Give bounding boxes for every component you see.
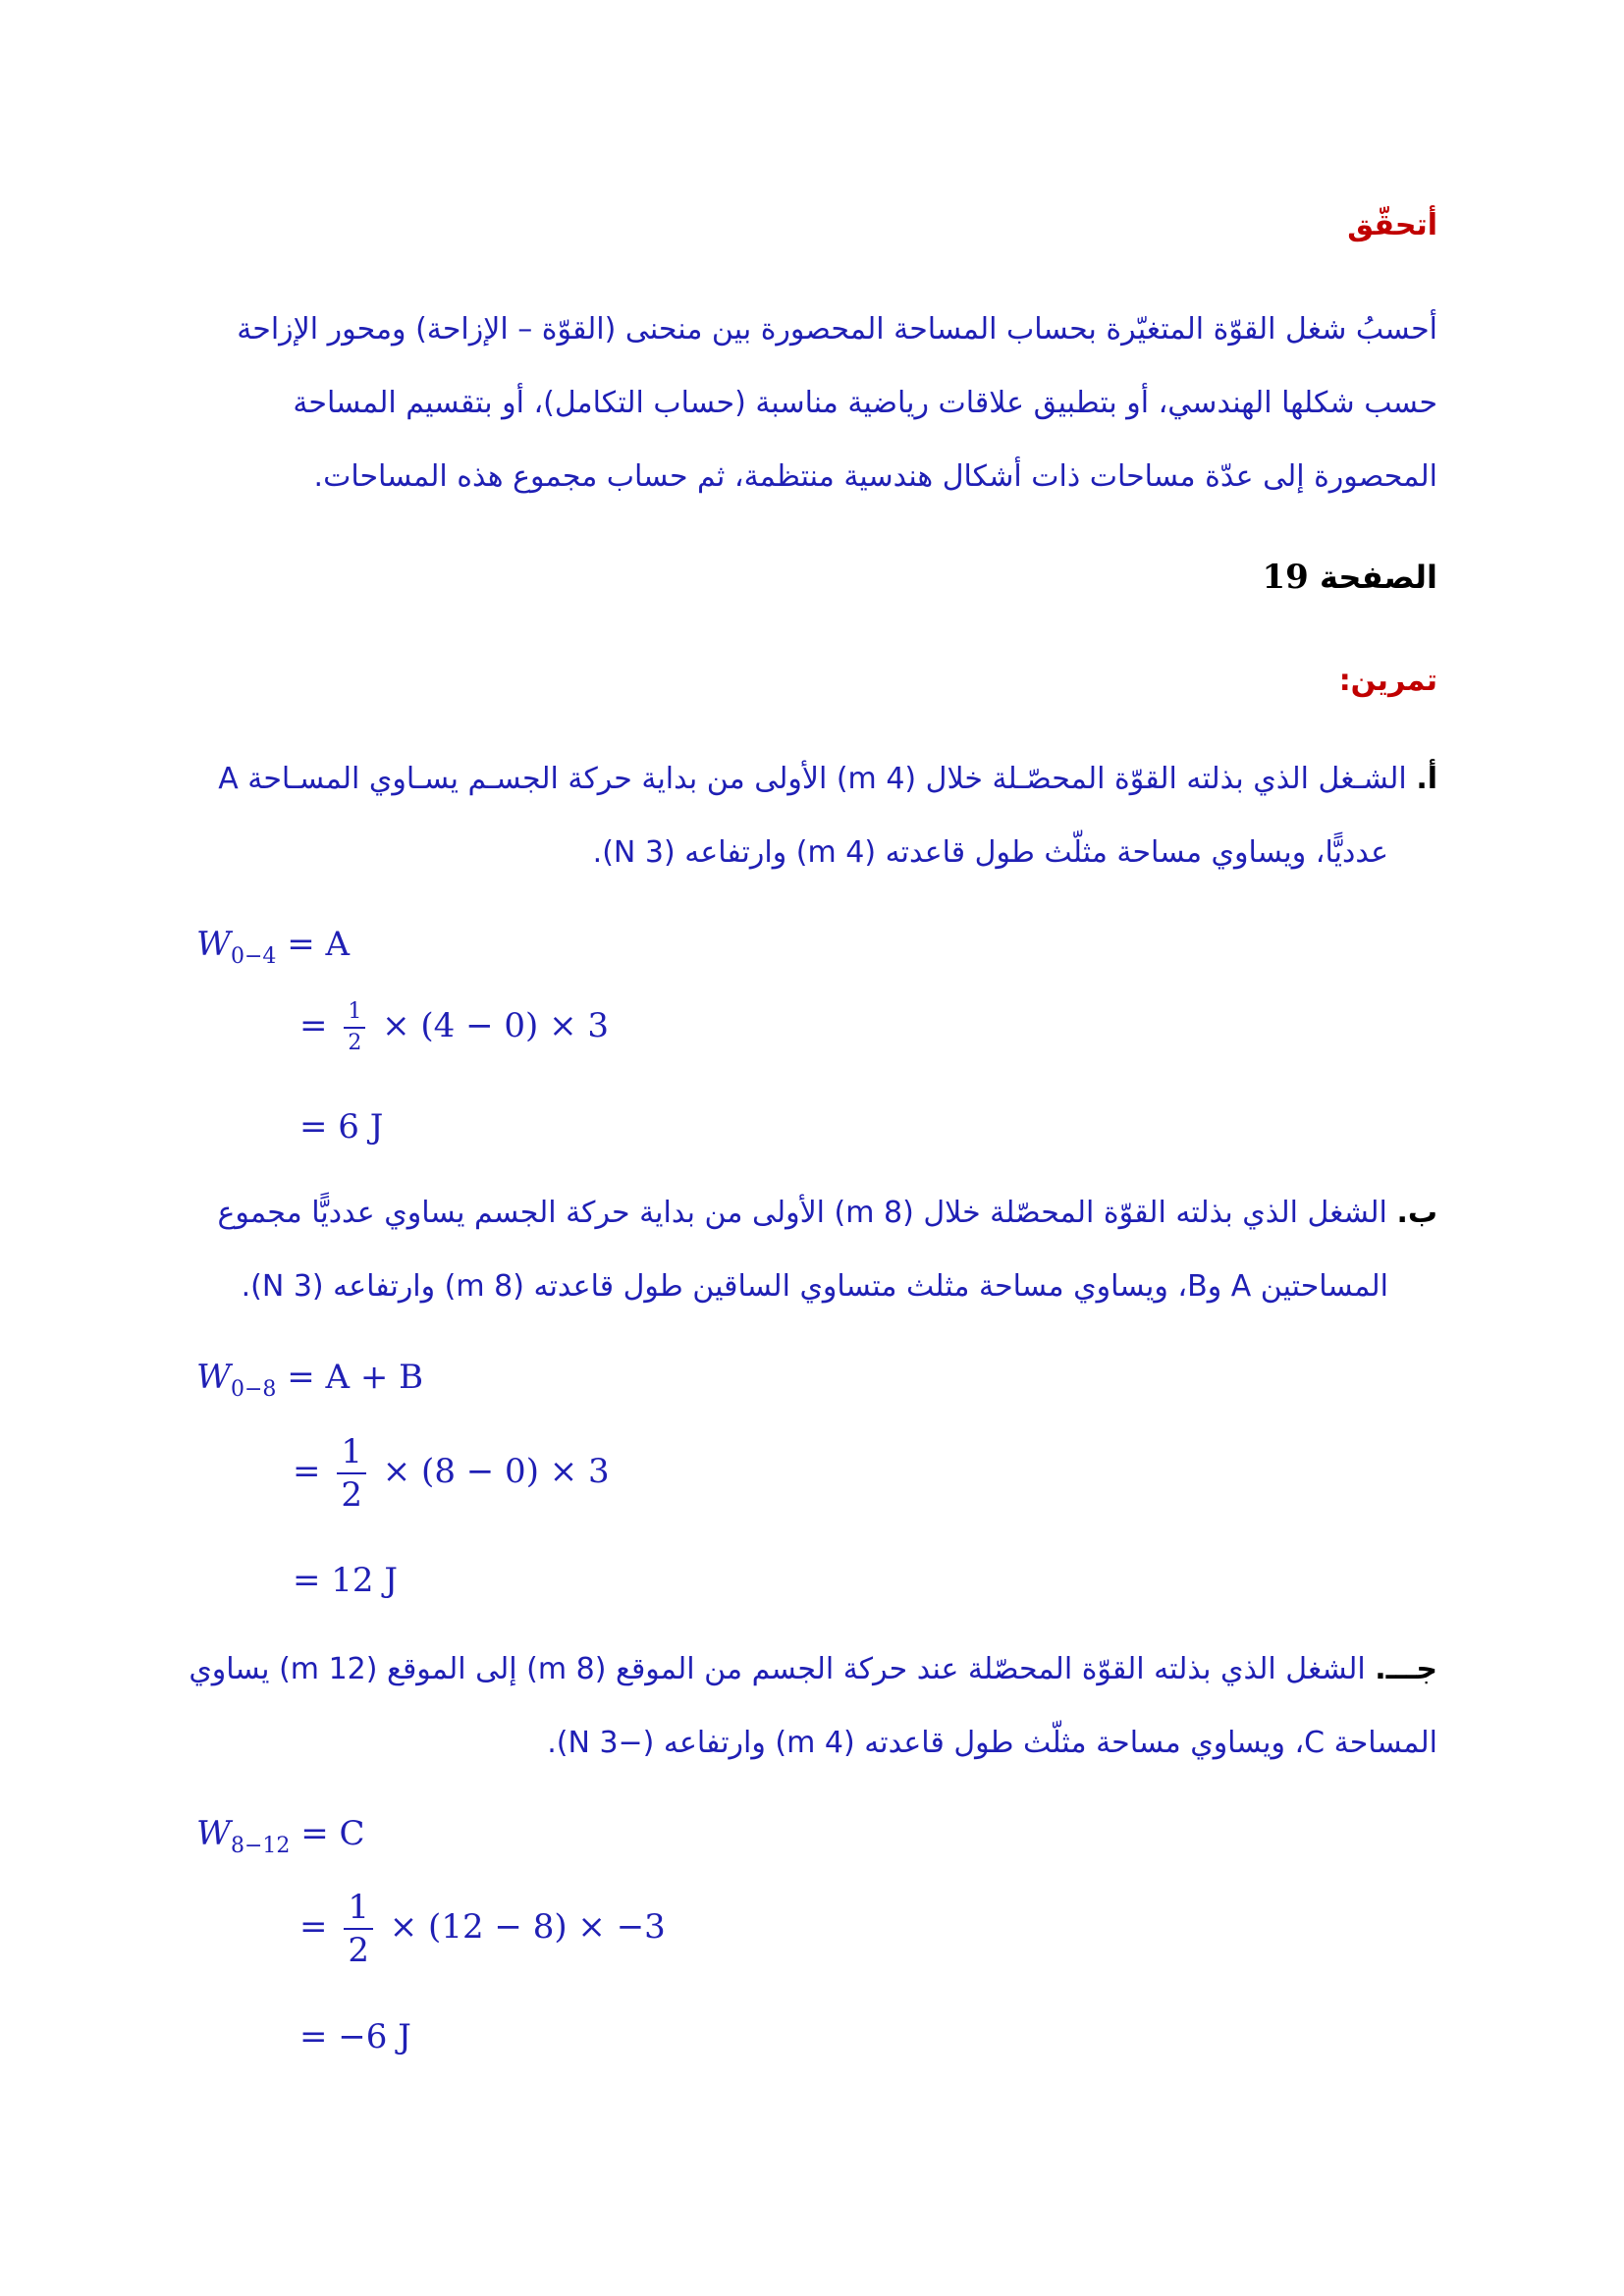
part-b-line-2: المساحتين A وB، ويساوي مساحة مثلث متساوي الساقين طول قاعدته (8 m) وارتفاعه (3 N).: [241, 1269, 1388, 1304]
eq-b-var: W: [196, 1358, 231, 1397]
eq-a-var: W: [196, 925, 231, 964]
eq-a-rhs-2: × (4 − 0) × 3: [382, 1006, 610, 1045]
eq-b-equals: =: [293, 1452, 321, 1491]
page-reference: [1263, 558, 1437, 597]
part-b-letter: ب.: [1396, 1196, 1437, 1230]
eq-a-equals: =: [299, 1006, 328, 1045]
page-number: 19: [1262, 558, 1309, 597]
part-b-line-1: [217, 1196, 1437, 1230]
check-line-1: أحسبُ شغل القوّة المتغيّرة بحساب المساحة المحصورة بين منحنى (القوّة – الإزاحة) ومحور الإزاحة: [237, 312, 1437, 347]
check-line-2: حسب شكلها الهندسي، أو بتطبيق علاقات رياضية مناسبة (حساب التكامل)، أو بتقسيم المساحة: [293, 386, 1437, 420]
eq-b-line-1: [196, 1358, 423, 1402]
eq-c-numerator: 1: [344, 1891, 373, 1930]
eq-c-equals: =: [299, 1907, 328, 1947]
eq-c-rhs-1: = C: [300, 1814, 365, 1853]
part-a-letter: أ.: [1416, 762, 1437, 796]
eq-a-fraction: [344, 1001, 365, 1054]
part-c-line-2: المساحة C، ويساوي مساحة مثلّث طول قاعدته (4 m) وارتفاعه (−3 N).: [547, 1726, 1437, 1760]
page-label: الصفحة: [1319, 559, 1437, 596]
check-line-3: المحصورة إلى عدّة مساحات ذات أشكال هندسية منتظمة، ثم حساب مجموع هذه المساحات.: [313, 459, 1437, 494]
part-a-text: الشـغل الذي بذلته القوّة المحصّـلة خلال (4 m) الأولى من بداية حركة الجسـم يسـاوي المسـاحة A: [218, 762, 1407, 796]
eq-b-line-3: = 12 J: [293, 1561, 398, 1600]
eq-a-line-3: = 6 J: [299, 1107, 384, 1147]
eq-a-numerator: 1: [344, 1001, 365, 1029]
part-c-text: الشغل الذي بذلته القوّة المحصّلة عند حركة الجسم من الموقع (8 m) إلى الموقع (12 m) يساوي: [189, 1652, 1366, 1686]
eq-a-subscript: 0−4: [230, 944, 277, 969]
eq-c-line-1: [196, 1814, 365, 1858]
eq-c-denominator: 2: [348, 1931, 369, 1970]
part-a-line-2: عدديًّا، ويساوي مساحة مثلّث طول قاعدته (4 m) وارتفاعه (3 N).: [592, 835, 1388, 870]
eq-c-subscript: 8−12: [230, 1834, 291, 1858]
eq-b-line-2: [293, 1432, 610, 1515]
part-b-text: الشغل الذي بذلته القوّة المحصّلة خلال (8 m) الأولى من بداية حركة الجسم يساوي عدديًّا مجموع: [217, 1196, 1387, 1230]
eq-b-rhs-2: × (8 − 0) × 3: [382, 1452, 610, 1491]
eq-b-subscript: 0−8: [230, 1377, 277, 1402]
eq-b-numerator: 1: [337, 1435, 366, 1474]
part-c-line-1: [189, 1652, 1437, 1686]
part-c-letter: جـــ.: [1375, 1652, 1437, 1686]
eq-a-denominator: 2: [348, 1031, 362, 1055]
eq-b-denominator: 2: [341, 1475, 362, 1515]
eq-c-line-2: [299, 1888, 666, 1970]
eq-c-rhs-2: × (12 − 8) × −3: [389, 1907, 666, 1947]
eq-c-var: W: [196, 1814, 231, 1853]
part-a-line-1: [218, 762, 1437, 796]
eq-a-rhs-1: = A: [287, 925, 351, 964]
exercise-heading: تمرين:: [1338, 664, 1437, 698]
check-heading: أتحقّق: [1347, 208, 1437, 242]
eq-c-line-3: = −6 J: [299, 2017, 411, 2056]
eq-a-line-2: [299, 1001, 609, 1054]
eq-b-rhs-1: = A + B: [287, 1358, 424, 1397]
eq-b-fraction: [337, 1432, 366, 1515]
eq-a-line-1: [196, 925, 350, 969]
eq-c-fraction: [344, 1888, 373, 1970]
